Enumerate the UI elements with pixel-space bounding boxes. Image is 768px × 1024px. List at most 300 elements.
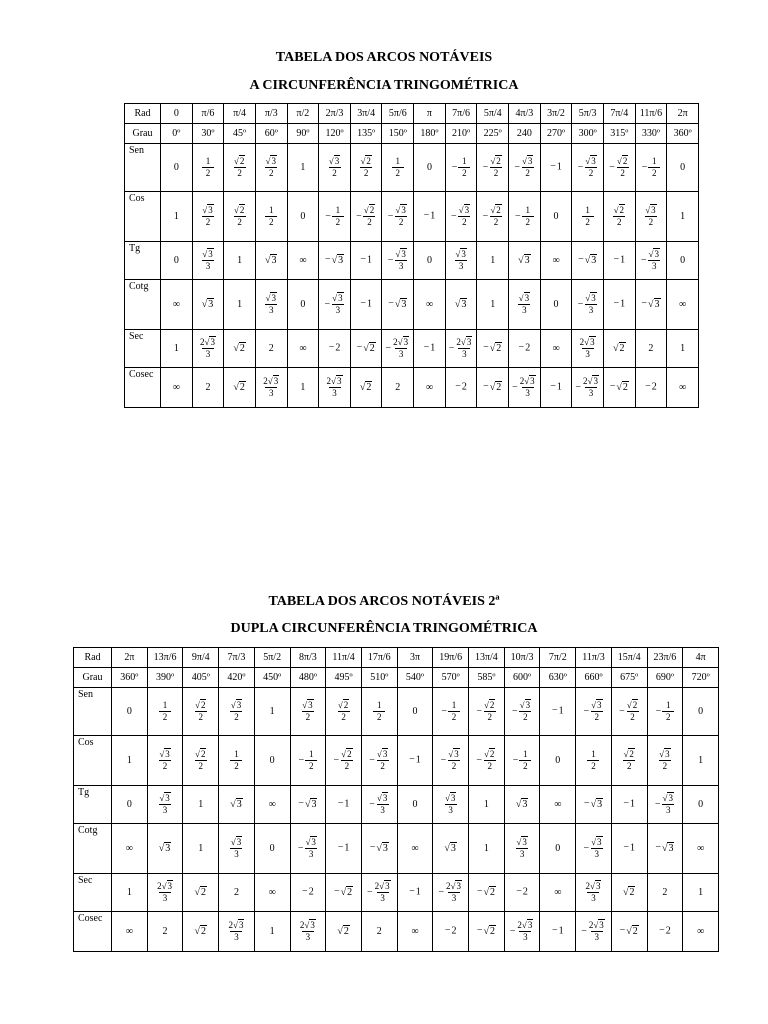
radical: √2	[233, 342, 245, 354]
value-cell: −√3	[382, 280, 414, 330]
fraction: $\frac{√2}{2}$	[363, 205, 375, 227]
fraction: $\frac{√2}{2}$	[613, 205, 625, 227]
value-cell	[192, 330, 224, 368]
value-cell: −√2	[477, 330, 509, 368]
value-cell	[647, 736, 683, 786]
radical: √3	[587, 376, 598, 386]
value-cell: −√3	[635, 280, 667, 330]
radical: √3	[202, 205, 213, 215]
fraction: $\frac{√3}{3}$	[518, 293, 530, 315]
radical: √3	[202, 249, 213, 259]
grau-row-cell: 495º	[326, 668, 362, 688]
radical: √3	[265, 156, 276, 166]
radical: √2	[194, 925, 206, 937]
fraction: $\frac{√3}{2}$	[458, 205, 470, 227]
fraction: $\frac{√3}{2}$	[328, 156, 340, 178]
value-cell: ∞	[397, 912, 433, 952]
radical: √2	[340, 886, 353, 898]
fraction: $\frac{√2}{2}$	[626, 700, 638, 722]
fraction: $\frac{√3}{2}$	[591, 700, 602, 722]
grau-row-cell: 0º	[161, 124, 193, 144]
fraction: $\frac{2√3}{3}$	[517, 920, 533, 942]
grau-row-cell: 360º	[667, 124, 699, 144]
radical: √2	[363, 205, 375, 215]
grau-row-cell: 630º	[540, 668, 576, 688]
value-cell: 0	[397, 786, 433, 824]
rad-row-cell: 5π/4	[477, 104, 509, 124]
radical: √3	[645, 205, 656, 215]
value-cell: 1	[683, 736, 719, 786]
radical: √3	[444, 842, 456, 854]
fraction: $\frac{√3}{3}$	[516, 837, 527, 859]
radical: √2	[194, 886, 206, 898]
function-label: Cotg	[125, 280, 161, 330]
fraction: $\frac{√3}{2}$	[521, 156, 533, 178]
value-cell	[603, 192, 635, 242]
value-cell	[183, 688, 219, 736]
radical: √2	[616, 156, 628, 166]
value-cell: − $\frac{2√3}{3}$	[382, 330, 414, 368]
value-cell	[290, 688, 326, 736]
arcs-table-2	[73, 647, 719, 952]
fraction: $\frac{2√3}{3}$	[393, 337, 409, 359]
value-cell: 0	[287, 192, 319, 242]
fraction: $\frac{√3}{2}$	[376, 749, 388, 771]
grau-row-label: Grau	[74, 668, 112, 688]
value-cell: − $\frac{√2}{2}$	[469, 688, 505, 736]
fraction: $\frac{1}{2}$	[305, 750, 317, 771]
grau-row-cell: 60º	[255, 124, 287, 144]
grau-row-cell: 90º	[287, 124, 319, 144]
fraction: $\frac{2√3}{3}$	[157, 881, 173, 903]
fraction: $\frac{2√3}{3}$	[228, 920, 244, 942]
value-cell: 1	[183, 786, 219, 824]
fraction: $\frac{√2}{2}$	[233, 205, 245, 227]
radical: √2	[616, 381, 628, 393]
value-cell: 0	[683, 688, 719, 736]
value-cell: −2	[504, 874, 540, 912]
rad-row-cell: 7π/6	[445, 104, 477, 124]
fraction: $\frac{2√3}{3}$	[199, 337, 215, 359]
fraction: $\frac{1}{2}$	[332, 206, 344, 227]
radical: √3	[460, 337, 472, 347]
value-cell	[224, 144, 256, 192]
value-cell: 0	[683, 786, 719, 824]
value-cell	[576, 736, 612, 786]
radical: √3	[305, 837, 316, 847]
value-cell: − $\frac{1}{2}$	[647, 688, 683, 736]
value-cell	[572, 330, 604, 368]
fraction: $\frac{2√3}{3}$	[326, 376, 342, 398]
value-cell: − $\frac{√2}{2}$	[477, 192, 509, 242]
value-cell: 1	[224, 242, 256, 280]
value-cell	[255, 242, 287, 280]
radical: √3	[659, 749, 670, 759]
fraction: $\frac{√3}{3}$	[305, 837, 316, 859]
radical: √3	[521, 156, 533, 166]
value-cell: ∞	[161, 368, 193, 408]
value-cell: − $\frac{2√3}{3}$	[445, 330, 477, 368]
fraction: $\frac{2√3}{3}$	[582, 376, 598, 398]
fraction: $\frac{1}{2}$	[648, 157, 660, 178]
value-cell: 0	[254, 824, 290, 874]
table1-subtitle: A CIRCUNFERÊNCIA TRINGOMÉTRICA	[249, 78, 519, 93]
grau-row-cell: 315º	[603, 124, 635, 144]
function-row	[74, 824, 719, 874]
function-label: Tg	[74, 786, 112, 824]
value-cell	[635, 192, 667, 242]
value-cell: 0	[287, 280, 319, 330]
value-cell: 2	[192, 368, 224, 408]
radical: √2	[341, 749, 352, 759]
value-cell	[192, 242, 224, 280]
value-cell: − $\frac{√2}{2}$	[603, 144, 635, 192]
value-cell: 2	[635, 330, 667, 368]
radical: √3	[444, 793, 456, 803]
value-cell	[326, 912, 362, 952]
value-cell: −√2	[611, 912, 647, 952]
fraction: $\frac{2√3}{3}$	[446, 881, 461, 903]
value-cell: − $\frac{√3}{3}$	[361, 786, 397, 824]
grau-row-cell: 270º	[540, 124, 572, 144]
fraction: $\frac{1}{2}$	[159, 701, 171, 722]
value-cell: − $\frac{1}{2}$	[635, 144, 667, 192]
radical: √3	[518, 293, 530, 303]
value-cell	[576, 874, 612, 912]
grau-row-cell: 660º	[576, 668, 612, 688]
fraction: $\frac{√2}{2}$	[341, 749, 352, 771]
radical: √3	[590, 798, 603, 810]
value-cell	[509, 242, 541, 280]
grau-row-cell: 480º	[290, 668, 326, 688]
value-cell: 1	[469, 786, 505, 824]
rad-row-cell: 11π/6	[635, 104, 667, 124]
value-cell	[147, 736, 183, 786]
value-cell	[255, 192, 287, 242]
value-cell: − $\frac{1}{2}$	[290, 736, 326, 786]
radical: √3	[593, 920, 604, 930]
radical: √3	[376, 793, 388, 803]
function-label: Sec	[125, 330, 161, 368]
value-cell: − $\frac{1}{2}$	[509, 192, 541, 242]
fraction: $\frac{√2}{2}$	[490, 156, 501, 178]
value-cell: −1	[397, 736, 433, 786]
rad-row-cell: 11π/4	[326, 648, 362, 668]
value-cell	[350, 368, 382, 408]
value-cell: −1	[540, 688, 576, 736]
rad-row-cell: 2π	[667, 104, 699, 124]
radical: √3	[331, 254, 344, 266]
rad-row-label: Rad	[74, 648, 112, 668]
radical: √2	[195, 700, 206, 710]
grau-row-cell: 570º	[433, 668, 469, 688]
value-cell: −√2	[326, 874, 362, 912]
rad-row-cell: 7π/4	[603, 104, 635, 124]
fraction: $\frac{√2}{2}$	[195, 749, 206, 771]
value-cell: 1	[469, 824, 505, 874]
fraction: $\frac{√3}{3}$	[265, 293, 276, 315]
grau-row-cell: 675º	[611, 668, 647, 688]
fraction: $\frac{√3}{2}$	[585, 156, 596, 178]
value-cell: − $\frac{√3}{2}$	[504, 688, 540, 736]
grau-row-cell: 510º	[361, 668, 397, 688]
value-cell: ∞	[414, 368, 446, 408]
rad-row-cell: π/3	[255, 104, 287, 124]
value-cell	[504, 786, 540, 824]
value-cell: 0	[540, 824, 576, 874]
value-cell: 0	[112, 688, 148, 736]
radical: √3	[450, 881, 461, 891]
fraction: $\frac{1}{2}$	[458, 157, 470, 178]
grau-row-label: Grau	[125, 124, 161, 144]
radical: √2	[613, 205, 625, 215]
fraction: $\frac{√3}{2}$	[448, 749, 459, 771]
value-cell: − $\frac{√3}{3}$	[290, 824, 326, 874]
value-cell: − $\frac{2√3}{3}$	[361, 874, 397, 912]
radical: √2	[626, 925, 638, 937]
fraction: $\frac{√2}{2}$	[483, 749, 495, 771]
value-cell: 1	[667, 192, 699, 242]
fraction: $\frac{2√3}{3}$	[588, 920, 604, 942]
grau-row-cell: 30º	[192, 124, 224, 144]
value-cell: 2	[147, 912, 183, 952]
value-cell: ∞	[112, 824, 148, 874]
radical: √3	[458, 205, 470, 215]
rad-row-cell: 19π/6	[433, 648, 469, 668]
radical: √2	[359, 381, 372, 393]
value-cell	[611, 736, 647, 786]
fraction: $\frac{2√3}{3}$	[374, 881, 390, 903]
table1-title: TABELA DOS ARCOS NOTÁVEIS	[275, 50, 493, 65]
fraction: $\frac{1}{2}$	[519, 750, 531, 771]
rad-row	[125, 104, 699, 124]
fraction: $\frac{√3}{3}$	[332, 293, 343, 315]
fraction: $\frac{√2}{2}$	[490, 205, 501, 227]
radical: √3	[265, 293, 276, 303]
radical: √2	[337, 700, 349, 710]
value-cell: −2	[647, 912, 683, 952]
rad-row-cell: 4π/3	[509, 104, 541, 124]
rad-row	[74, 648, 719, 668]
value-cell: 0	[397, 688, 433, 736]
value-cell: 1	[161, 330, 193, 368]
function-row	[74, 688, 719, 736]
radical: √3	[264, 254, 277, 266]
value-cell: −√3	[361, 824, 397, 874]
radical: √3	[302, 700, 313, 710]
rad-row-cell: 5π/2	[254, 648, 290, 668]
value-cell: 0	[254, 736, 290, 786]
fraction: $\frac{√3}{3}$	[159, 793, 170, 815]
fraction: $\frac{√3}{3}$	[585, 293, 596, 315]
fraction: $\frac{√3}{3}$	[376, 793, 388, 815]
grau-row-cell: 240	[509, 124, 541, 144]
fraction: $\frac{√3}{2}$	[645, 205, 656, 227]
radical: √3	[159, 749, 170, 759]
value-cell	[147, 824, 183, 874]
fraction: $\frac{√2}{2}$	[337, 700, 349, 722]
grau-row	[125, 124, 699, 144]
radical: √2	[613, 342, 625, 354]
value-cell: − $\frac{√3}{3}$	[382, 242, 414, 280]
function-row	[125, 144, 699, 192]
value-cell: ∞	[161, 280, 193, 330]
grau-row-cell: 720º	[683, 668, 719, 688]
value-cell: 1	[183, 824, 219, 874]
value-cell	[183, 912, 219, 952]
value-cell: 1	[254, 912, 290, 952]
value-cell: 1	[477, 242, 509, 280]
value-cell: ∞	[287, 242, 319, 280]
rad-row-cell: 11π/3	[576, 648, 612, 668]
value-cell	[219, 912, 255, 952]
function-label: Sen	[74, 688, 112, 736]
fraction: $\frac{√3}{2}$	[519, 700, 531, 722]
radical: √3	[201, 298, 214, 310]
value-cell	[183, 874, 219, 912]
value-cell: ∞	[397, 824, 433, 874]
value-cell: − $\frac{2√3}{3}$	[509, 368, 541, 408]
table2-title: TABELA DOS ARCOS NOTÁVEIS 2ª	[268, 594, 500, 609]
fraction: $\frac{1}{2}$	[448, 701, 460, 722]
radical: √3	[661, 842, 674, 854]
function-label: Tg	[125, 242, 161, 280]
value-cell: ∞	[414, 280, 446, 330]
grau-row-cell: 405º	[183, 668, 219, 688]
grau-row-cell: 180º	[414, 124, 446, 144]
rad-row-cell: 2π	[112, 648, 148, 668]
value-cell: 0	[414, 242, 446, 280]
value-cell: −2	[635, 368, 667, 408]
value-cell	[192, 192, 224, 242]
value-cell	[219, 786, 255, 824]
radical: √3	[230, 837, 242, 847]
value-cell: − $\frac{√3}{3}$	[572, 280, 604, 330]
value-cell: ∞	[667, 368, 699, 408]
value-cell: −1	[611, 786, 647, 824]
rad-row-cell: 0	[161, 104, 193, 124]
value-cell: − $\frac{√3}{2}$	[445, 192, 477, 242]
value-cell: 0	[161, 144, 193, 192]
function-row	[74, 874, 719, 912]
value-cell	[504, 824, 540, 874]
radical: √3	[230, 700, 242, 710]
function-row	[74, 786, 719, 824]
radical: √3	[395, 249, 406, 259]
radical: √2	[483, 925, 495, 937]
value-cell: ∞	[540, 874, 576, 912]
value-cell: −1	[414, 192, 446, 242]
value-cell: 1	[161, 192, 193, 242]
fraction: $\frac{√2}{2}$	[360, 156, 371, 178]
value-cell: ∞	[254, 874, 290, 912]
rad-row-cell: 13π/6	[147, 648, 183, 668]
grau-row-cell: 45º	[224, 124, 256, 144]
value-cell: −√2	[469, 874, 505, 912]
value-cell: −√2	[477, 368, 509, 408]
rad-row-cell: π	[414, 104, 446, 124]
value-cell: − $\frac{√3}{2}$	[382, 192, 414, 242]
value-cell: − $\frac{2√3}{3}$	[576, 912, 612, 952]
value-cell: 2	[361, 912, 397, 952]
radical: √2	[483, 886, 495, 898]
grau-row-cell: 135º	[350, 124, 382, 144]
fraction: $\frac{1}{2}$	[662, 701, 674, 722]
value-cell: 0	[540, 192, 572, 242]
value-cell: 1	[287, 144, 319, 192]
value-cell	[224, 192, 256, 242]
radical: √3	[584, 337, 595, 347]
function-row	[74, 912, 719, 952]
radical: √3	[590, 881, 601, 891]
value-cell	[433, 786, 469, 824]
radical: √3	[230, 798, 242, 810]
value-cell	[361, 688, 397, 736]
value-cell: 0	[667, 242, 699, 280]
fraction: $\frac{1}{2}$	[373, 701, 385, 722]
radical: √3	[448, 749, 459, 759]
value-cell: − $\frac{√2}{2}$	[326, 736, 362, 786]
value-cell	[219, 824, 255, 874]
radical: √3	[158, 842, 171, 854]
radical: √2	[233, 381, 245, 393]
rad-row-cell: π/2	[287, 104, 319, 124]
value-cell: 2	[255, 330, 287, 368]
rad-row-cell: 2π/3	[319, 104, 351, 124]
value-cell: − $\frac{√3}{2}$	[576, 688, 612, 736]
function-row	[125, 368, 699, 408]
value-cell: 0	[540, 280, 572, 330]
value-cell: −√3	[647, 824, 683, 874]
grau-row-cell: 225º	[477, 124, 509, 144]
function-label: Sen	[125, 144, 161, 192]
fraction: $\frac{√3}{3}$	[395, 249, 406, 271]
radical: √2	[363, 342, 375, 354]
function-row	[125, 280, 699, 330]
radical: √3	[518, 254, 530, 266]
value-cell	[255, 280, 287, 330]
rad-row-cell: 5π/3	[572, 104, 604, 124]
radical: √3	[524, 376, 535, 386]
value-cell: 1	[112, 736, 148, 786]
value-cell: −1	[397, 874, 433, 912]
value-cell: −√3	[290, 786, 326, 824]
value-cell	[572, 192, 604, 242]
value-cell: 0	[161, 242, 193, 280]
value-cell: 0	[414, 144, 446, 192]
rad-row-cell: 17π/6	[361, 648, 397, 668]
fraction: $\frac{1}{2}$	[392, 157, 404, 178]
radical: √2	[483, 700, 495, 710]
radical: √3	[331, 376, 342, 386]
radical: √3	[455, 249, 466, 259]
grau-row-cell: 600º	[504, 668, 540, 688]
value-cell: −2	[290, 874, 326, 912]
grau-row-cell: 540º	[397, 668, 433, 688]
fraction: $\frac{√2}{2}$	[233, 156, 245, 178]
radical: √3	[515, 798, 528, 810]
value-cell: 2	[382, 368, 414, 408]
value-cell: − $\frac{√3}{3}$	[576, 824, 612, 874]
fraction: $\frac{√3}{3}$	[202, 249, 213, 271]
radical: √3	[454, 298, 467, 310]
radical: √2	[233, 156, 245, 166]
value-cell: −2	[445, 368, 477, 408]
value-cell: ∞	[683, 912, 719, 952]
grau-row-cell: 120º	[319, 124, 351, 144]
radical: √2	[337, 925, 349, 937]
radical: √3	[379, 881, 390, 891]
